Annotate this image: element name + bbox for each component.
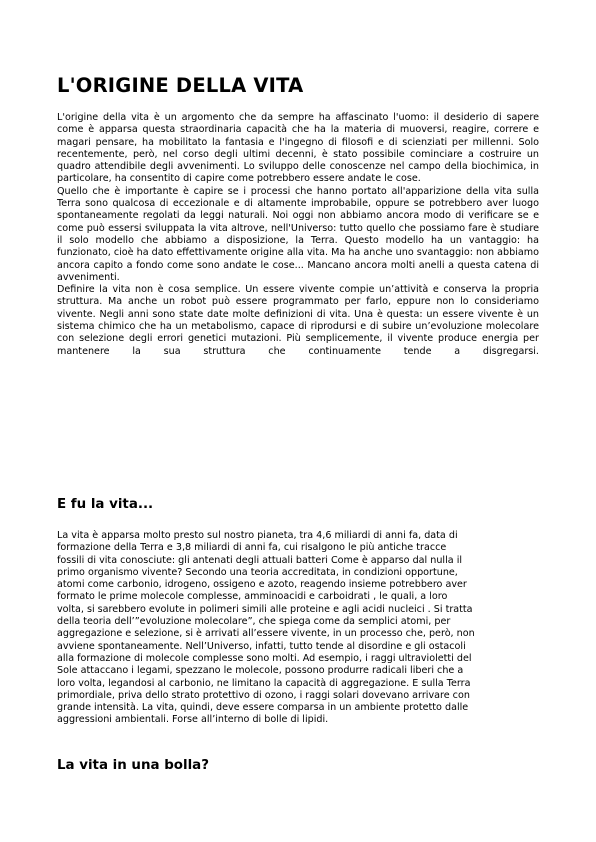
page-title: L'ORIGINE DELLA VITA (57, 74, 304, 97)
text-line: alla formazione di molecole complesse sono molti. Ad esempio, i raggi ultravioletti del (57, 652, 472, 664)
text-line: grande intensità. La vita, quindi, deve essere comparsa in un ambiente protetto dalle (57, 702, 469, 714)
section-body-e-fu-la-vita (57, 530, 539, 727)
text-line: aggregazione e selezione, si è arrivati all’essere vivente, in un processo che, però, non (57, 628, 475, 640)
text-line: loro volta, legandosi al carbonio, ne limitano la capacità di aggregazione. E sulla Terra (57, 677, 471, 689)
text-line: primordiale, priva dello strato protettivo di ozono, i raggi solari dovevano arrivare con (57, 689, 470, 701)
section-heading-e-fu-la-vita: E fu la vita... (57, 497, 154, 512)
text-line: formazione della Terra e 3,8 miliardi di anni fa, cui risalgono le più antiche tracce (57, 542, 447, 554)
text-line: volta, si sarebbero evolute in polimeri simili alle proteine e agli acidi nucleici . Si tratta (57, 603, 473, 615)
text-line: della teoria dell’”evoluzione molecolare”, che spiega come da semplici atomi, per (57, 616, 451, 628)
intro-paragraph: L'origine della vita è un argomento che da sempre ha affascinato l'uomo: il desiderio di sapere come è apparsa questa straordinaria capacità che ha la materia di muoversi, reagire, correre e magari pensare, ha mobilitato la fantasia e l'ingegno di filosofi e di scienziati per millenni. Solo recentemente, però, nel corso degli ultimi decenni, è stato possibile cominciare a costruire un quadro attendibile degli avvenimenti. Lo sviluppo delle conoscenze nel campo della biochimica, in particolare, ha consentito di capire come potrebbero essere andate le cose. (57, 112, 539, 185)
section-heading-la-vita-in-una-bolla: La vita in una bolla? (57, 758, 209, 773)
text-line: Sole attaccano i legami, spezzano le molecole, possono produrre radicali liberi che a (57, 665, 464, 677)
text-line: avviene spontaneamente. Nell’Universo, infatti, tutto tende al disordine e gli ostacoli (57, 640, 466, 652)
text-line: formato le prime molecole complesse, amminoacidi e carboidrati , le quali, a loro (57, 591, 448, 603)
text-line: fossili di vita conosciute: gli antenati degli attuali batteri Come è apparso dal nulla il (57, 554, 463, 566)
intro-text (57, 112, 539, 358)
text-line: aggressioni ambientali. Forse all’interno di bolle di lipidi. (57, 714, 329, 726)
intro-paragraph: Quello che è importante è capire se i processi che hanno portato all'apparizione della vita sulla Terra sono qualcosa di eccezionale e di altamente improbabile, oppure se potrebbero aver luogo spontaneamente regolati da leggi naturali. Noi oggi non abbiamo ancora modo di verificare se e come può essersi sviluppata la vita altrove, nell'Universo: tutto quello che possiamo fare è studiare il solo modello che abbiamo a disposizione, la Terra. Questo modello ha un vantaggio: ha funzionato, cioè ha dato effettivamente origine alla vita. Ma ha anche uno svantaggio: non abbiamo ancora capito a fondo come sono andate le cose... Mancano ancora molti anelli a questa catena di avvenimenti. (57, 185, 539, 283)
text-line: atomi come carbonio, idrogeno, ossigeno e azoto, reagendo insieme potrebbero aver (57, 579, 467, 591)
text-line: La vita è apparsa molto presto sul nostro pianeta, tra 4,6 miliardi di anni fa, data di (57, 530, 458, 541)
text-line: primo organismo vivente? Secondo una teoria accreditata, in condizioni opportune, (57, 566, 458, 578)
intro-paragraph: Definire la vita non è cosa semplice. Un essere vivente compie un’attività e conserva la propria struttura. Ma anche un robot può essere programmato per farlo, eppure non lo consideriamo vivente. Negli anni sono state date molte definizioni di vita. Una è questa: un essere vivente è un sistema chimico che ha un metabolismo, capace di riprodursi e di subire un’evoluzione molecolare con selezione degli errori genetici mutazioni. Più semplicemente, il vivente produce energia per mantenere la sua struttura che continuamente tende a disgregarsi. (57, 284, 539, 357)
